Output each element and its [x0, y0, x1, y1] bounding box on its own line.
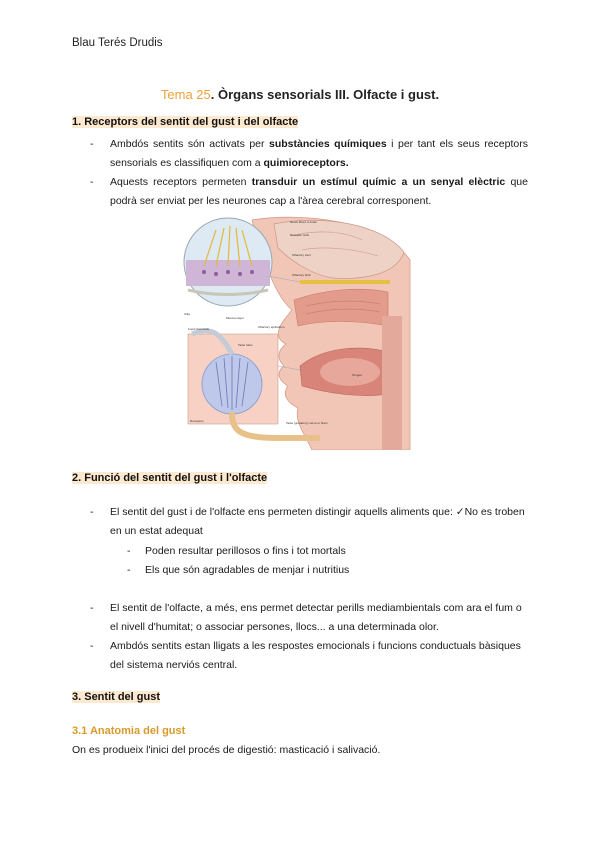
section2-bullet-2: - El sentit de l'olfacte, a més, ens permet detectar perills mediambientals com ara el fum o el nivell d'humitat; o associar persones, llocs... a una determinada olor. — [90, 602, 522, 633]
section2-heading: 2. Funció del sentit del gust i l'olfacte — [72, 472, 268, 484]
label-receptor-cells: Receptor cells — [290, 233, 310, 237]
anatomy-illustration — [182, 216, 412, 450]
section1-heading: 1. Receptors del sentit del gust i del olfacte — [72, 116, 299, 128]
section3-heading: 3. Sentit del gust — [72, 691, 161, 703]
label-olfactory-epithelium: Olfactory epithelium — [258, 325, 285, 329]
section3-subheading: 3.1 Anatomia del gust — [72, 725, 186, 737]
title-number: Tema 25 — [160, 87, 211, 102]
author-name: Blau Terés Drudis — [72, 37, 163, 49]
label-cilia: Cilia — [184, 312, 190, 316]
label-taste-hairs: Taste hairs — [238, 343, 253, 347]
section2-bullet-1: - El sentit del gust i de l'olfacte ens permeten distingir aquells aliments que: ✓No es troben en un estat adequat — [90, 506, 525, 537]
section2-sub-bullet-2: - Els que són agradables de menjar i nutritius — [127, 564, 350, 576]
page-title — [0, 87, 600, 102]
section1-bullet-2: - Aquests receptors permeten transduir un estímul químic a un senyal elèctric que podrà ser enviat per les neurones cap a l'àrea cerebral corresponent. — [90, 176, 528, 207]
section3-text: On es produeix l'inici del procés de digestió: masticació i salivació. — [72, 744, 381, 756]
label-olfactory-tract: Olfactory tract — [292, 253, 311, 257]
label-nerve-fibers: Nerve fibers to brain — [290, 220, 318, 224]
label-olfactory-bulb: Olfactory bulb — [292, 273, 311, 277]
label-food-chemicals: Food chemicals — [188, 327, 210, 331]
label-tongue: Tongue — [352, 373, 362, 377]
label-taste-nerve: Taste (gustatory) nerve to brain — [286, 421, 328, 425]
section2-sub-bullet-1: - Poden resultar perillosos o fins i tot mortals — [127, 545, 346, 557]
label-mucous-layer: Mucous layer — [226, 316, 244, 320]
section1-bullet-1: - Ambdós sentits són activats per substàncies químiques i per tant els seus receptors sensorials es classifiquen com a quimioreceptors. — [90, 138, 528, 169]
title-text: . Òrgans sensorials III. Olfacte i gust. — [210, 87, 440, 102]
label-receptors: Receptors — [190, 419, 204, 423]
section2-bullet-3: - Ambdós sentits estan lligats a les respostes emocionals i funcions conductuals bàsiques del sistema nerviós central. — [90, 640, 521, 671]
olfaction-taste-figure — [182, 216, 412, 450]
